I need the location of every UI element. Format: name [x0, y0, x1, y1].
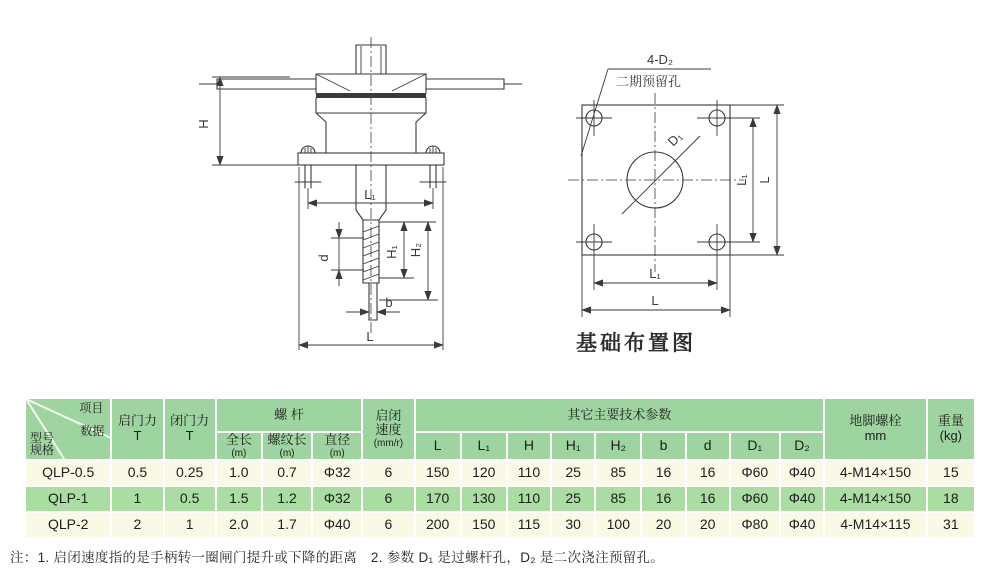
callout-label-reserved-holes: 二期预留孔: [616, 74, 682, 89]
dim-label-l: L: [366, 329, 374, 344]
handle-bar: [199, 79, 522, 89]
col-header-diameter: 直径 (m): [313, 433, 361, 459]
col-header-full-length: 全长 (m): [217, 433, 261, 459]
col-header-open-force: 启门力 T: [112, 399, 162, 459]
dim-label-l-right: L: [757, 176, 772, 184]
col-header-weight: 重量 (kg): [928, 399, 974, 459]
dim-label-l-bottom: L: [651, 293, 659, 308]
spec-table: [24, 397, 976, 539]
model-cell: QLP-2: [26, 513, 110, 537]
model-cell: QLP-0.5: [26, 461, 110, 485]
dimension-l1: [308, 187, 433, 209]
col-header-L1: L₁: [462, 433, 506, 459]
table-row-qlp-1: QLP-1 1 0.5 1.5 1.2 Φ32 6 170 130 110 25 85 16 16 Φ60 Φ40 4-M14×150 18: [26, 487, 974, 511]
dim-label-l1: L₁: [364, 187, 376, 202]
dim-label-h: H: [196, 119, 211, 129]
leader-line: [581, 69, 608, 156]
dimension-b: [346, 295, 400, 312]
anchor-bolt-right: [420, 146, 446, 188]
col-header-H: H: [508, 433, 550, 459]
dim-label-l1-bottom: L₁: [649, 266, 661, 281]
bolt-holes: [576, 100, 760, 290]
model-cell: QLP-1: [26, 487, 110, 511]
callout-label-4-d2: 4-D₂: [647, 52, 673, 67]
dimension-h: [196, 77, 298, 165]
col-group-other-params: 其它主要技术参数: [416, 399, 824, 431]
holes-callout: [581, 52, 711, 156]
dimension-l1-right: [734, 118, 753, 242]
col-group-screw: 螺 杆: [217, 399, 362, 431]
plan-caption: 基础布置图: [576, 332, 696, 355]
dim-label-d: d: [316, 254, 331, 262]
table-corner-cell: [26, 399, 110, 459]
table-row-qlp-0.5: QLP-0.5 0.5 0.25 1.0 0.7 Φ32 6 150 120 110 25 85 16 16 Φ60 Φ40 4-M14×150 15: [26, 461, 974, 485]
dim-label-l1-right: L₁: [734, 174, 749, 186]
col-header-anchor-bolt: 地脚螺栓 mm: [825, 399, 925, 459]
table-row-qlp-2: QLP-2 2 1 2.0 1.7 Φ40 6 200 150 115 30 100 20 20 Φ80 Φ40 4-M14×115 31: [26, 513, 974, 537]
dimension-l-bottom: [582, 255, 730, 317]
dim-label-h1: H₁: [384, 245, 399, 259]
col-header-L: L: [416, 433, 460, 459]
col-header-H2: H₂: [596, 433, 640, 459]
dimension-l1-bottom: [594, 266, 717, 283]
dim-label-b: b: [385, 295, 393, 310]
foundation-plan-drawing: [548, 28, 818, 363]
dim-label-h2: H₂: [408, 242, 423, 258]
col-header-H1: H₁: [552, 433, 594, 459]
col-header-thread-length: 螺纹长 (m): [263, 433, 311, 459]
device-front-view-drawing: [168, 12, 538, 357]
corner-label-model: 型号 规格: [30, 430, 55, 458]
col-header-D2: D₂: [781, 433, 823, 459]
dimension-h2: [379, 222, 438, 300]
col-header-close-force: 闭门力 T: [165, 399, 215, 459]
col-header-speed: 启闭 速度 (mm/r): [363, 399, 413, 459]
corner-label-data: 数据: [80, 424, 105, 438]
device-outline: [199, 45, 522, 320]
corner-label-item: 项目: [79, 401, 104, 415]
dim-label-d1: D₁: [664, 128, 685, 149]
footnote: 注：1. 启闭速度指的是手柄转一圈闸门提升或下降的距离 2. 参数 D₁ 是过螺杆孔，D₂ 是二次浇注预留孔。: [10, 550, 665, 565]
col-header-D1: D₁: [731, 433, 779, 459]
col-header-b: b: [642, 433, 684, 459]
dimension-d: [316, 222, 364, 286]
col-header-d: d: [687, 433, 729, 459]
